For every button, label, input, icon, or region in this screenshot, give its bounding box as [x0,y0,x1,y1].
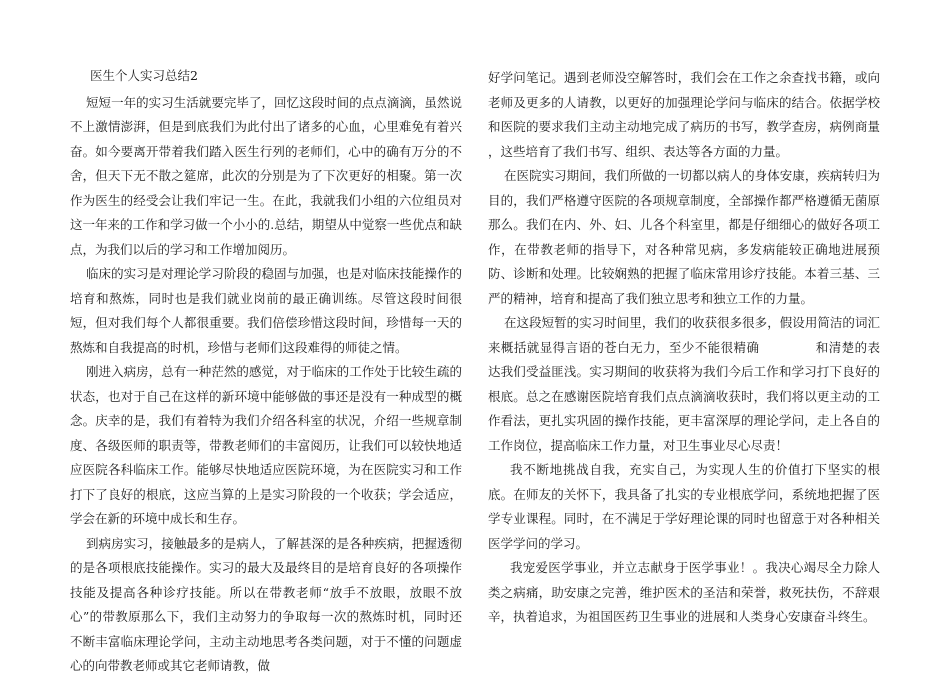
paragraph: 临床的实习是对理论学习阶段的稳固与加强，也是对临床技能操作的培育和熬炼，同时也是我们就业岗前的最正确训练。尽管这段时间很短，但对我们每个人都很重要。我们倍偿珍惜这段时间，珍惜每一天的熬炼和自我提高的时机，珍惜与老师们这段难得的师徒之情。 [70,266,462,355]
paragraph-text-part: 在这段短暂的实习时间里，我们的收获很多很多，假设用简洁的词汇来概括就显得言语的苍白无力，至少不能很精确 [488,315,880,355]
paragraph: 我不断地挑战自我，充实自己，为实现人生的价值打下坚实的根底。在师友的关怀下，我具备了扎实的专业根底学问，系统地把握了医学专业课程。同时，在不满足于学好理论课的同时也留意于对各种相关医学学问的学习。 [488,462,880,551]
right-column [488,66,880,630]
paragraph: 刚进入病房，总有一种茫然的感觉，对于临床的工作处于比较生疏的状态，也对于自己在这样的新环境中能够做的事还是没有一种成型的概念。庆幸的是，我们有着特为我们介绍各科室的状况，介绍一些规章制度、各级医师的职责等，带教老师们的丰富阅历，让我们可以较快地适应医院各科临床工作。能够尽快地适应医院环境，为在医院实习和工作打下了良好的根底，这应当算的上是实习阶段的一个收获；学会适应，学会在新的环境中成长和生存。 [70,364,462,526]
paragraph-text-part: 和清楚的表达我们受益匪浅。实习期间的收获将为我们今后工作和学习打下良好的根底。总之在感谢医院培育我们点点滴滴收获时，我们将以更主动的工作看法，更扎实巩固的操作技能，更丰富深厚的理论学问，走上各自的工作岗位，提高临床工作力量，对卫生事业尽心尽责！ [488,339,880,453]
paragraph: 在医院实习期间，我们所做的一切都以病人的身体安康，疾病转归为目的，我们严格遵守医院的各项规章制度，全部操作都严格遵循无菌原那么。我们在内、外、妇、儿各个科室里，都是仔细细心的做好各项工作，在带教老师的指导下，对各种常见病，多发病能较正确地进展预防、诊断和处理。比较娴熟的把握了临床常用诊疗技能。本着三基、三严的精神，培育和提高了我们独立思考和独立工作的力量。 [488,168,880,306]
paragraph [488,311,880,458]
document-title: 医生个人实习总结2 [90,68,198,83]
paragraph-continued: 好学问笔记。遇到老师没空解答时，我们会在工作之余查找书籍，或向老师及更多的人请教，以更好的加强理论学问与临床的结合。依据学校和医院的要求我们主动主动地完成了病历的书写，教学查房，病例商量 ，这些培育了我们书写、组织、表达等各方面的力量。 [488,70,880,159]
paragraph: 我宠爱医学事业，并立志献身于医学事业！。我决心竭尽全力除人类之病痛，助安康之完善，维护医术的圣洁和荣誉，救死扶伤，不辞艰辛，执着追求，为祖国医药卫生事业的进展和人类身心安康奋斗终生。 [488,560,880,624]
paragraph: 到病房实习，接触最多的是病人，了解甚深的是各种疾病，把握透彻的是各项根底技能操作。实习的最大及最终目的是培育良好的各项操作技能及提高各种诊疗技能。所以在带教老师“放手不放眼，放眼不放心”的带教原那么下，我们主动努力的争取每一次的熬炼时机，同时还不断丰富临床理论学问，主动主动地思考各类问题，对于不懂的问题虚心的向带教老师或其它老师请教，做 [70,535,462,673]
left-column [70,66,462,679]
paragraph: 短短一年的实习生活就要完毕了，回忆这段时间的点点滴滴，虽然说不上激情澎湃，但是到底我们为此付出了诸多的心血，心里难免有着兴奋。如今要离开带着我们踏入医生行列的老师们，心中的确有万分的不舍，但天下无不散之筵席，此次的分别是为了下次更好的相聚。第一次作为医生的经受会让我们牢记一生。在此，我就我们小组的六位组员对这一年来的工作和学习做一个小小的.总结，期望从中觉察一些优点和缺点，为我们以后的学习和工作增加阅历。 [70,94,462,257]
